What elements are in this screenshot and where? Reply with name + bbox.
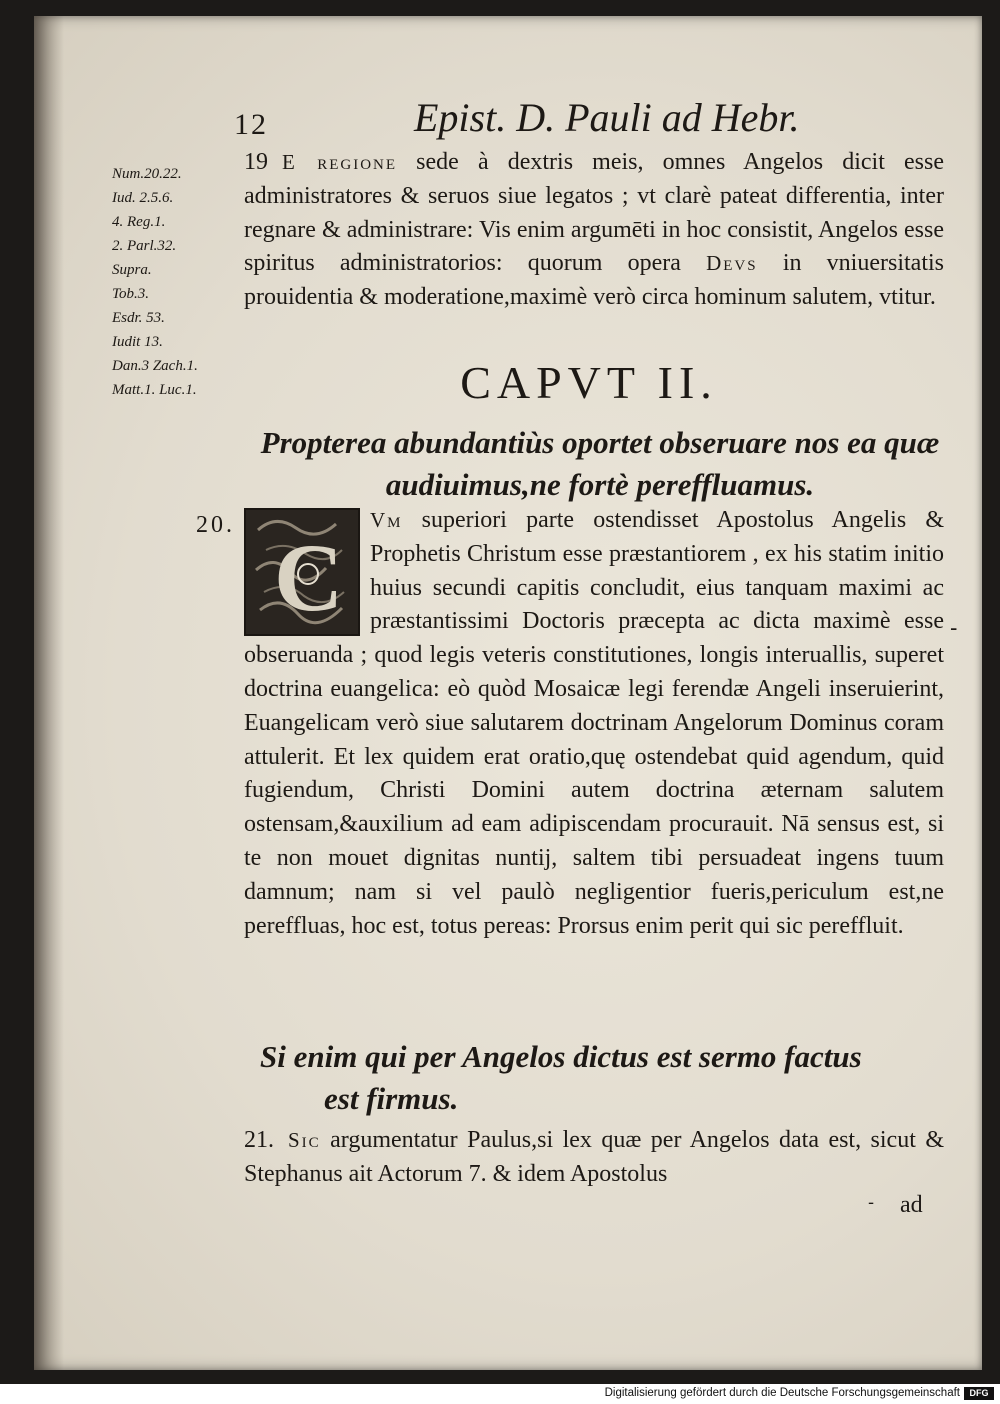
- ornamental-initial: [244, 508, 360, 636]
- paragraph-20: [244, 504, 944, 943]
- running-head: Epist. D. Pauli ad Hebr.: [414, 95, 800, 140]
- margin-note: Matt.1. Luc.1.: [112, 382, 197, 398]
- verse-number: 19: [244, 149, 268, 175]
- page-header: [34, 94, 982, 154]
- margin-note: Iudit 13.: [112, 334, 163, 350]
- verse-number: 20.: [196, 512, 235, 538]
- paragraph-text: sede à dextris meis, omnes Angelos dicit esse administratores & seruos siue legatos ; vt clarè pateat differentia, inter regnare & administrare: Vis enim argumēti in hoc consistit, Angelos esse spiritus administratorios: quorum opera: [244, 149, 944, 277]
- footer-bar: [0, 1384, 1000, 1404]
- scripture-quote: Propterea abundantiùs oportet obseruare nos ea quæ audiuimus,ne fortè pereffluamus.: [260, 425, 940, 502]
- deus-word: Devs: [706, 251, 758, 276]
- catchword-dash: -: [868, 1192, 875, 1213]
- paragraph-19: [244, 146, 944, 315]
- margin-note: Dan.3 Zach.1.: [112, 358, 198, 374]
- page-number: 12: [234, 108, 268, 141]
- ornamental-initial-c-icon: [246, 510, 358, 634]
- margin-note: Esdr. 53.: [112, 310, 165, 326]
- catchword: ad: [900, 1192, 923, 1218]
- scripture-quote-2: [234, 1036, 946, 1120]
- footer-credit: Digitalisierung gefördert durch die Deutsche Forschungsgemeinschaft: [604, 1387, 960, 1399]
- lead-words: Vm: [370, 508, 403, 532]
- quote-line: Si enim qui per Angelos dictus est sermo factus: [260, 1039, 862, 1074]
- margin-note: Supra.: [112, 262, 152, 278]
- margin-note: Iud. 2.5.6.: [112, 190, 174, 206]
- lead-words: E regione: [282, 150, 398, 174]
- margin-note: Num.20.22.: [112, 166, 182, 182]
- chapter-title: CAPVT II.: [460, 357, 718, 408]
- lead-words: Sic: [288, 1128, 321, 1152]
- quote-line: est firmus.: [324, 1081, 459, 1116]
- paragraph-21: [244, 1124, 944, 1192]
- dfg-logo: DFG: [964, 1387, 994, 1400]
- paragraph-text: superiori parte ostendisset Apostolus Angelis & Prophetis Christum esse præstantiorem , ex his statim initio huius secundi capitis concludit, eius tanquam maximi ac præstantissimi Doctoris præcepta ac dicta maximè esse obseruanda ; quod legis veteris constitutiones, longis interuallis, superet doctrina euangelica: eò quòd Mosaicæ legi ferendæ Angeli inseruierint, Euangelicam verò siue salutarem doctrinam Angelorum Dominus coram attulerit. Et lex quidem erat oratio,quę ostendebat quid agendum, quid fugiendum, Christi Domini autem doctrina æternam salutem ostensam,&auxilium ad eam adipiscendam procurauit. Nā sensus est, si te non mouet dignitas nuntij, saltem tibi persuadeat ingens tuum damnum; nam si vel paulò negligentior fueris,periculum est,ne pereffluas, hoc est, totus pereas: Prorsus enim perit qui sic pereffluit.: [244, 507, 944, 939]
- paragraph-text-end: in vniuersitatis prouidentia & moderatione,maximè verò circa hominum salutem, vtitur.: [244, 250, 944, 311]
- svg-text:C: C: [274, 524, 344, 631]
- margin-note: Tob.3.: [112, 286, 149, 302]
- book-page: [34, 16, 982, 1370]
- gutter-shadow: [34, 16, 64, 1370]
- verse-number: 21.: [244, 1127, 274, 1153]
- paragraph-text: argumentatur Paulus,si lex quæ per Angelos data est, sicut & Stephanus ait Actorum 7. & idem Apostolus: [244, 1127, 945, 1187]
- margin-note: 4. Reg.1.: [112, 214, 166, 230]
- margin-note: 2. Parl.32.: [112, 238, 177, 254]
- margin-dash: -: [950, 616, 958, 641]
